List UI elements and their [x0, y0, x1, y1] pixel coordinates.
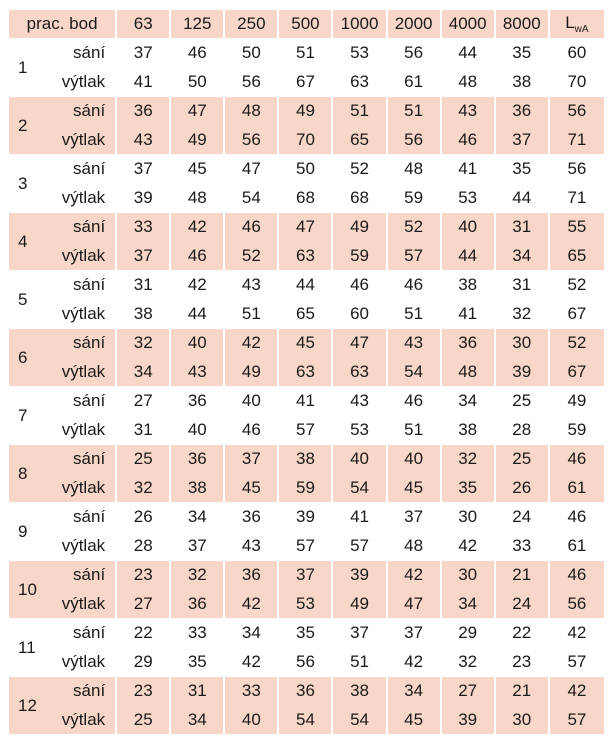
value-cell: 67 — [279, 68, 333, 97]
lwa-value-cell: 57 — [550, 706, 604, 735]
value-cell: 36 — [117, 96, 171, 126]
value-cell: 45 — [171, 154, 225, 184]
value-cell: 54 — [279, 706, 333, 735]
lwa-value-cell: 67 — [567, 303, 587, 323]
value-cell: 40 — [388, 444, 442, 474]
value-cell: 56 — [388, 38, 442, 68]
value-cell: 49 — [279, 96, 333, 126]
value-cell: 44 — [442, 38, 496, 68]
value-cell: 21 — [496, 560, 550, 590]
value-cell: 26 — [117, 502, 171, 532]
bod-cell — [9, 154, 117, 212]
value-cell: 40 — [171, 416, 225, 445]
value-cell: 31 — [117, 270, 171, 300]
bod-number: 9 — [18, 521, 28, 541]
value-cell: 36 — [225, 560, 279, 590]
row-label-vytlak: výtlak — [61, 419, 106, 439]
value-cell: 34 — [496, 242, 550, 271]
value-cell: 42 — [171, 270, 225, 300]
value-cell: 46 — [388, 270, 442, 300]
value-cell: 52 — [225, 242, 279, 271]
value-cell: 42 — [388, 560, 442, 590]
row-label-vytlak: výtlak — [61, 709, 106, 729]
bod-number: 1 — [18, 57, 28, 77]
value-cell: 45 — [279, 328, 333, 358]
lwa-value-cell: 52 — [550, 328, 604, 358]
header-freq-2000: 2000 — [388, 10, 442, 38]
value-cell: 48 — [171, 184, 225, 213]
value-cell: 46 — [171, 242, 225, 271]
value-cell: 34 — [117, 358, 171, 387]
value-cell: 32 — [117, 474, 171, 503]
value-cell: 48 — [442, 358, 496, 387]
bod-cell — [9, 38, 117, 96]
header-freq-8000: 8000 — [496, 10, 550, 38]
table-row — [9, 154, 604, 184]
value-cell: 56 — [225, 126, 279, 155]
value-cell: 63 — [333, 68, 387, 97]
value-cell: 34 — [442, 590, 496, 619]
value-cell: 54 — [333, 706, 387, 735]
row-label-sani: sání — [73, 681, 106, 701]
value-cell: 31 — [171, 676, 225, 706]
value-cell: 63 — [333, 358, 387, 387]
value-cell: 22 — [496, 618, 550, 648]
value-cell: 44 — [171, 300, 225, 329]
value-cell: 54 — [388, 358, 442, 387]
table-row — [9, 560, 604, 590]
value-cell: 56 — [225, 68, 279, 97]
lwa-value-cell: 52 — [550, 270, 604, 300]
value-cell: 57 — [333, 532, 387, 561]
value-cell: 39 — [496, 358, 550, 387]
noise-level-table — [9, 10, 604, 734]
value-cell: 59 — [333, 242, 387, 271]
bod-cell — [9, 444, 117, 502]
row-label-vytlak: výtlak — [61, 187, 106, 207]
bod-number: 4 — [18, 231, 28, 251]
value-cell: 47 — [333, 328, 387, 358]
value-cell: 40 — [225, 386, 279, 416]
value-cell: 63 — [279, 242, 333, 271]
value-cell: 46 — [333, 270, 387, 300]
value-cell: 38 — [171, 474, 225, 503]
value-cell: 49 — [225, 358, 279, 387]
value-cell: 50 — [225, 38, 279, 68]
value-cell: 37 — [171, 532, 225, 561]
value-cell: 47 — [225, 154, 279, 184]
value-cell: 48 — [225, 96, 279, 126]
value-cell: 59 — [388, 184, 442, 213]
lwa-value-cell: 61 — [567, 535, 587, 555]
value-cell: 27 — [442, 676, 496, 706]
value-cell: 51 — [388, 96, 442, 126]
value-cell: 53 — [279, 590, 333, 619]
row-label-sani: sání — [73, 101, 106, 121]
value-cell: 56 — [279, 648, 333, 677]
value-cell: 45 — [388, 474, 442, 503]
value-cell: 33 — [171, 618, 225, 648]
value-cell: 40 — [442, 212, 496, 242]
value-cell: 27 — [117, 590, 171, 619]
value-cell: 41 — [333, 502, 387, 532]
value-cell: 42 — [225, 648, 279, 677]
value-cell: 68 — [279, 184, 333, 213]
value-cell: 65 — [279, 300, 333, 329]
bod-cell — [9, 386, 117, 444]
value-cell: 37 — [333, 618, 387, 648]
header-prac-bod: prac. bod — [9, 10, 117, 38]
table-row — [9, 96, 604, 126]
row-label-vytlak: výtlak — [61, 477, 106, 497]
row-label-sani: sání — [73, 275, 106, 295]
bod-cell — [9, 96, 117, 154]
value-cell: 24 — [496, 590, 550, 619]
value-cell: 48 — [442, 68, 496, 97]
value-cell: 43 — [225, 270, 279, 300]
lwa-value-cell: 46 — [550, 502, 604, 532]
value-cell: 41 — [442, 300, 496, 329]
row-label-sani: sání — [73, 43, 106, 63]
row-label-sani: sání — [73, 565, 106, 585]
value-cell: 28 — [117, 532, 171, 561]
value-cell: 49 — [333, 590, 387, 619]
lwa-value-cell: 65 — [550, 242, 604, 271]
value-cell: 51 — [333, 648, 387, 677]
value-cell: 35 — [496, 38, 550, 68]
bod-number: 2 — [18, 115, 28, 135]
value-cell: 38 — [496, 68, 550, 97]
value-cell: 39 — [442, 706, 496, 735]
value-cell: 32 — [171, 560, 225, 590]
value-cell: 53 — [442, 184, 496, 213]
lwa-value-cell: 46 — [550, 560, 604, 590]
value-cell: 53 — [333, 38, 387, 68]
value-cell: 30 — [496, 706, 550, 735]
value-cell: 61 — [388, 68, 442, 97]
value-cell: 21 — [496, 676, 550, 706]
value-cell: 54 — [225, 184, 279, 213]
value-cell: 38 — [442, 270, 496, 300]
value-cell: 50 — [279, 154, 333, 184]
header-freq-500: 500 — [279, 10, 333, 38]
value-cell: 37 — [117, 242, 171, 271]
value-cell: 60 — [333, 300, 387, 329]
row-label-sani: sání — [73, 217, 106, 237]
lwa-value-cell: 70 — [567, 71, 587, 91]
value-cell: 31 — [496, 212, 550, 242]
value-cell: 51 — [388, 416, 442, 445]
lwa-value-cell: 56 — [550, 96, 604, 126]
value-cell: 38 — [333, 676, 387, 706]
value-cell: 29 — [117, 648, 171, 677]
value-cell: 57 — [279, 532, 333, 561]
lwa-value-cell: 61 — [550, 474, 604, 503]
bod-cell — [9, 676, 117, 734]
table-row — [9, 676, 604, 706]
value-cell: 42 — [388, 648, 442, 677]
lwa-value-cell: 71 — [550, 126, 604, 155]
row-label-sani: sání — [73, 391, 106, 411]
lwa-value-cell: 59 — [567, 419, 587, 439]
value-cell: 43 — [171, 358, 225, 387]
value-cell: 46 — [225, 416, 279, 445]
row-label-vytlak: výtlak — [61, 651, 106, 671]
value-cell: 30 — [496, 328, 550, 358]
value-cell: 23 — [117, 560, 171, 590]
bod-number: 8 — [18, 463, 28, 483]
value-cell: 46 — [225, 212, 279, 242]
table-row — [9, 618, 604, 648]
value-cell: 24 — [496, 502, 550, 532]
value-cell: 36 — [225, 502, 279, 532]
row-label-vytlak: výtlak — [61, 535, 106, 555]
value-cell: 63 — [279, 358, 333, 387]
lwa-value-cell: 42 — [550, 676, 604, 706]
lwa-value-cell: 55 — [550, 212, 604, 242]
value-cell: 35 — [171, 648, 225, 677]
value-cell: 39 — [117, 184, 171, 213]
table-row — [9, 38, 604, 68]
header-lwa-sub: wA — [574, 24, 589, 35]
value-cell: 25 — [496, 444, 550, 474]
bod-cell — [9, 502, 117, 560]
value-cell: 51 — [388, 300, 442, 329]
value-cell: 37 — [117, 38, 171, 68]
value-cell: 31 — [496, 270, 550, 300]
header-freq-63: 63 — [117, 10, 171, 38]
value-cell: 52 — [388, 212, 442, 242]
value-cell: 45 — [388, 706, 442, 735]
value-cell: 54 — [333, 474, 387, 503]
value-cell: 33 — [496, 532, 550, 561]
header-freq-1000: 1000 — [333, 10, 387, 38]
value-cell: 68 — [333, 184, 387, 213]
value-cell: 65 — [333, 126, 387, 155]
value-cell: 32 — [117, 328, 171, 358]
value-cell: 22 — [117, 618, 171, 648]
value-cell: 35 — [496, 154, 550, 184]
bod-cell — [9, 560, 117, 618]
value-cell: 41 — [117, 68, 171, 97]
value-cell: 56 — [388, 126, 442, 155]
value-cell: 43 — [333, 386, 387, 416]
value-cell: 25 — [117, 444, 171, 474]
row-label-sani: sání — [73, 159, 106, 179]
value-cell: 39 — [279, 502, 333, 532]
value-cell: 36 — [171, 590, 225, 619]
value-cell: 26 — [496, 474, 550, 503]
lwa-value-cell: 56 — [550, 154, 604, 184]
value-cell: 34 — [171, 706, 225, 735]
value-cell: 36 — [442, 328, 496, 358]
value-cell: 34 — [171, 502, 225, 532]
value-cell: 32 — [442, 444, 496, 474]
bod-number: 6 — [18, 347, 28, 367]
row-label-vytlak: výtlak — [61, 245, 106, 265]
value-cell: 39 — [333, 560, 387, 590]
value-cell: 42 — [225, 328, 279, 358]
value-cell: 33 — [225, 676, 279, 706]
value-cell: 43 — [117, 126, 171, 155]
value-cell: 48 — [388, 154, 442, 184]
row-label-sani: sání — [73, 333, 106, 353]
bod-number: 7 — [18, 405, 28, 425]
value-cell: 51 — [279, 38, 333, 68]
lwa-value-cell: 57 — [567, 651, 587, 671]
value-cell: 30 — [442, 502, 496, 532]
lwa-value-cell: 60 — [550, 38, 604, 68]
value-cell: 51 — [333, 96, 387, 126]
row-label-vytlak: výtlak — [61, 303, 106, 323]
value-cell: 43 — [442, 96, 496, 126]
value-cell: 34 — [388, 676, 442, 706]
value-cell: 51 — [225, 300, 279, 329]
value-cell: 27 — [117, 386, 171, 416]
lwa-value-cell: 56 — [550, 590, 604, 619]
value-cell: 37 — [388, 502, 442, 532]
value-cell: 52 — [333, 154, 387, 184]
value-cell: 28 — [496, 416, 550, 445]
value-cell: 43 — [225, 532, 279, 561]
value-cell: 46 — [442, 126, 496, 155]
header-row — [9, 10, 604, 38]
bod-cell — [9, 270, 117, 328]
value-cell: 49 — [333, 212, 387, 242]
value-cell: 23 — [117, 676, 171, 706]
header-lwa — [550, 10, 604, 38]
value-cell: 40 — [333, 444, 387, 474]
value-cell: 37 — [225, 444, 279, 474]
header-freq-250: 250 — [225, 10, 279, 38]
row-label-sani: sání — [73, 623, 106, 643]
value-cell: 42 — [225, 590, 279, 619]
value-cell: 49 — [171, 126, 225, 155]
value-cell: 37 — [117, 154, 171, 184]
value-cell: 44 — [279, 270, 333, 300]
value-cell: 59 — [279, 474, 333, 503]
value-cell: 25 — [496, 386, 550, 416]
value-cell: 36 — [171, 386, 225, 416]
value-cell: 47 — [171, 96, 225, 126]
bod-cell — [9, 212, 117, 270]
lwa-value-cell: 71 — [567, 187, 587, 207]
value-cell: 23 — [496, 648, 550, 677]
table-row — [9, 212, 604, 242]
value-cell: 31 — [117, 416, 171, 445]
bod-cell — [9, 328, 117, 386]
table-row — [9, 502, 604, 532]
value-cell: 30 — [442, 560, 496, 590]
value-cell: 45 — [225, 474, 279, 503]
header-lwa-main: L — [565, 13, 575, 32]
value-cell: 38 — [117, 300, 171, 329]
value-cell: 46 — [171, 38, 225, 68]
bod-number: 12 — [18, 695, 37, 715]
bod-cell — [9, 618, 117, 676]
table-row — [9, 270, 604, 300]
value-cell: 38 — [442, 416, 496, 445]
value-cell: 32 — [442, 648, 496, 677]
value-cell: 37 — [279, 560, 333, 590]
value-cell: 25 — [117, 706, 171, 735]
row-label-vytlak: výtlak — [61, 129, 106, 149]
header-freq-125: 125 — [171, 10, 225, 38]
table-row — [9, 444, 604, 474]
value-cell: 47 — [388, 590, 442, 619]
row-label-sani: sání — [73, 507, 106, 527]
value-cell: 53 — [333, 416, 387, 445]
value-cell: 34 — [442, 386, 496, 416]
table-row — [9, 328, 604, 358]
table-body — [9, 38, 604, 734]
lwa-value-cell: 67 — [550, 358, 604, 387]
lwa-value-cell: 42 — [550, 618, 604, 648]
row-label-sani: sání — [73, 449, 106, 469]
value-cell: 50 — [171, 68, 225, 97]
value-cell: 42 — [171, 212, 225, 242]
value-cell: 46 — [388, 386, 442, 416]
value-cell: 57 — [279, 416, 333, 445]
value-cell: 37 — [496, 126, 550, 155]
value-cell: 36 — [496, 96, 550, 126]
value-cell: 42 — [442, 532, 496, 561]
row-label-vytlak: výtlak — [61, 361, 106, 381]
value-cell: 43 — [388, 328, 442, 358]
value-cell: 41 — [279, 386, 333, 416]
bod-number: 10 — [18, 579, 37, 599]
bod-number: 5 — [18, 289, 28, 309]
value-cell: 44 — [442, 242, 496, 271]
value-cell: 40 — [171, 328, 225, 358]
value-cell: 32 — [496, 300, 550, 329]
value-cell: 36 — [171, 444, 225, 474]
value-cell: 35 — [279, 618, 333, 648]
value-cell: 41 — [442, 154, 496, 184]
value-cell: 35 — [442, 474, 496, 503]
value-cell: 33 — [117, 212, 171, 242]
value-cell: 70 — [279, 126, 333, 155]
bod-number: 11 — [18, 637, 36, 657]
header-freq-4000: 4000 — [442, 10, 496, 38]
value-cell: 36 — [279, 676, 333, 706]
value-cell: 57 — [388, 242, 442, 271]
value-cell: 48 — [388, 532, 442, 561]
value-cell: 29 — [442, 618, 496, 648]
lwa-value-cell: 46 — [550, 444, 604, 474]
row-label-vytlak: výtlak — [61, 593, 106, 613]
table-row — [9, 386, 604, 416]
value-cell: 44 — [496, 184, 550, 213]
lwa-value-cell: 49 — [550, 386, 604, 416]
value-cell: 34 — [225, 618, 279, 648]
value-cell: 40 — [225, 706, 279, 735]
row-label-vytlak: výtlak — [61, 71, 106, 91]
value-cell: 38 — [279, 444, 333, 474]
bod-number: 3 — [18, 173, 28, 193]
value-cell: 37 — [388, 618, 442, 648]
value-cell: 47 — [279, 212, 333, 242]
